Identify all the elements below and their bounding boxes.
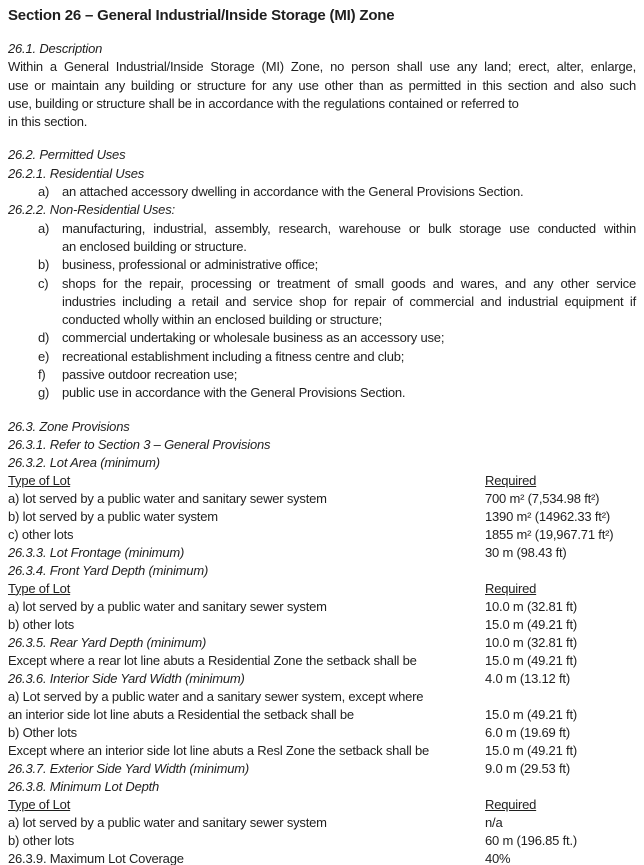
provision-value: 15.0 m (49.21 ft) <box>485 616 577 632</box>
list-item-line: recreational establishment including a fitness centre and club; <box>62 348 405 364</box>
provision-row <box>8 580 636 598</box>
provision-label: Except where a rear lot line abuts a Residential Zone the setback shall be <box>8 652 417 668</box>
provision-row <box>8 814 636 832</box>
provision-row <box>8 418 636 436</box>
provision-label: 26.3.3. Lot Frontage (minimum) <box>8 544 185 560</box>
list-item-label: a) <box>38 220 50 236</box>
list-item-body <box>62 183 636 201</box>
provision-row <box>8 796 636 814</box>
provision-label: 26.3.8. Minimum Lot Depth <box>8 778 160 794</box>
subsection-heading: 26.2.2. Non-Residential Uses: <box>8 202 175 218</box>
provision-value: 15.0 m (49.21 ft) <box>485 742 577 758</box>
provision-label: 26.3.2. Lot Area (minimum) <box>8 454 160 470</box>
provision-label: b) Other lots <box>8 724 77 740</box>
provision-value: 6.0 m (19.69 ft) <box>485 724 570 740</box>
list-item-line: manufacturing, industrial, assembly, research, warehouse or bulk storage use conducted within <box>62 220 636 236</box>
provision-value: 10.0 m (32.81 ft) <box>485 598 577 614</box>
paragraph-line: in this section. <box>8 114 88 130</box>
list-item <box>8 275 636 330</box>
provision-label: c) other lots <box>8 526 74 542</box>
provision-label: 26.3. Zone Provisions <box>8 418 130 434</box>
provision-value: 15.0 m (49.21 ft) <box>485 652 577 668</box>
provision-row <box>8 472 636 490</box>
list-item <box>8 348 636 366</box>
list-item-body <box>62 329 636 347</box>
section-title: Section 26 – General Industrial/Inside Storage (MI) Zone <box>8 7 395 24</box>
provision-row <box>8 490 636 508</box>
list-item-label: b) <box>38 257 50 273</box>
column-header-required: Required <box>485 796 537 812</box>
provision-row <box>8 562 636 580</box>
provision-row <box>8 688 636 706</box>
provision-label: 26.3.5. Rear Yard Depth (minimum) <box>8 634 207 650</box>
provision-row <box>8 598 636 616</box>
provision-label: a) lot served by a public water and sanitary sewer system <box>8 490 327 506</box>
provision-value: 9.0 m (29.53 ft) <box>485 760 570 776</box>
provision-label: 26.3.7. Exterior Side Yard Width (minimum) <box>8 760 249 776</box>
column-header-type-of-lot: Type of Lot <box>8 580 71 596</box>
document-content <box>8 6 636 865</box>
provision-row <box>8 832 636 850</box>
paragraph-line: Within a General Industrial/Inside Storage (MI) Zone, no person shall use any land; erect, alter, enlarge, <box>8 59 636 75</box>
provision-value: 700 m² (7,534.98 ft²) <box>485 490 600 506</box>
provision-row <box>8 850 636 865</box>
list-item-label: d) <box>38 330 50 346</box>
provision-row <box>8 634 636 652</box>
column-header-required: Required <box>485 580 537 596</box>
column-header-type-of-lot: Type of Lot <box>8 796 71 812</box>
provision-value: 4.0 m (13.12 ft) <box>485 670 570 686</box>
provision-row <box>8 724 636 742</box>
list-item-line: public use in accordance with the General Provisions Section. <box>62 385 406 401</box>
list-item-body <box>62 384 636 402</box>
provision-row <box>8 454 636 472</box>
subsection-heading: 26.2.1. Residential Uses <box>8 165 145 181</box>
provision-value: 15.0 m (49.21 ft) <box>485 706 577 722</box>
list-item-body <box>62 275 636 330</box>
list-item-line: shops for the repair, processing or treatment of small goods and wares, and any other service <box>62 275 636 291</box>
list-item-label: g) <box>38 385 50 401</box>
list-item-line: commercial undertaking or wholesale business as an accessory use; <box>62 330 445 346</box>
list-item-label: f) <box>38 367 46 383</box>
provision-row <box>8 742 636 760</box>
list-item <box>8 256 636 274</box>
list-item <box>8 183 636 201</box>
provision-label: an interior side lot line abuts a Residential the setback shall be <box>8 706 354 722</box>
provision-row <box>8 670 636 688</box>
list-item-line: industries including a retail and service shop for repair of commercial and industrial equipment if <box>62 293 636 309</box>
provision-value <box>485 562 636 580</box>
column-header-type-of-lot: Type of Lot <box>8 472 71 488</box>
list-item-line: an attached accessory dwelling in accordance with the General Provisions Section. <box>62 184 524 200</box>
provision-row <box>8 652 636 670</box>
provision-value: 1855 m² (19,967.71 ft²) <box>485 526 614 542</box>
provision-value <box>485 688 636 706</box>
list-item-label: a) <box>38 184 50 200</box>
provision-row <box>8 526 636 544</box>
provision-label: a) lot served by a public water and sanitary sewer system <box>8 814 327 830</box>
provision-value: 60 m (196.85 ft.) <box>485 832 577 848</box>
paragraph-line: use, building or structure shall be in accordance with the regulations contained or referred to <box>8 95 519 111</box>
provision-row <box>8 436 636 454</box>
subsection-heading: 26.1. Description <box>8 41 103 56</box>
provision-value: 40% <box>485 850 511 865</box>
paragraph-line: use or maintain any building or structure for any use other than as permitted in this section and also such <box>8 77 636 93</box>
provision-row <box>8 706 636 724</box>
list-item-label: c) <box>38 275 49 291</box>
block-gap <box>8 131 636 146</box>
provision-row <box>8 508 636 526</box>
provision-label: 26.3.6. Interior Side Yard Width (minimum) <box>8 670 245 686</box>
list-item-body <box>62 348 636 366</box>
provision-row <box>8 544 636 562</box>
provision-value <box>485 778 636 796</box>
column-header-required: Required <box>485 472 537 488</box>
list-item-body <box>62 256 636 274</box>
provision-value: n/a <box>485 814 503 830</box>
provision-value: 10.0 m (32.81 ft) <box>485 634 577 650</box>
list-item-body <box>62 366 636 384</box>
provision-row <box>8 760 636 778</box>
list-item-line: passive outdoor recreation use; <box>62 367 238 383</box>
subsection-heading: 26.2. Permitted Uses <box>8 147 126 163</box>
provision-value: 30 m (98.43 ft) <box>485 544 567 560</box>
provision-value <box>485 454 636 472</box>
list-item <box>8 384 636 402</box>
list-item-line: an enclosed building or structure. <box>62 238 247 254</box>
provision-label: b) other lots <box>8 832 75 848</box>
provision-label: 26.3.1. Refer to Section 3 – General Provisions <box>8 436 271 452</box>
paragraph <box>8 58 636 131</box>
provision-label: 26.3.4. Front Yard Depth (minimum) <box>8 562 209 578</box>
block-gap <box>8 25 636 40</box>
list-item <box>8 366 636 384</box>
provision-value: 1390 m² (14962.33 ft²) <box>485 508 610 524</box>
provision-value <box>485 436 636 454</box>
block-gap <box>8 403 636 418</box>
provision-label: 26.3.9. Maximum Lot Coverage <box>8 850 184 865</box>
list-item-body <box>62 220 636 257</box>
provision-label: Except where an interior side lot line abuts a Resl Zone the setback shall be <box>8 742 430 758</box>
provision-row <box>8 616 636 634</box>
provision-value <box>485 418 636 436</box>
list-item <box>8 329 636 347</box>
list-item-line: business, professional or administrative office; <box>62 257 319 273</box>
provision-label: b) lot served by a public water system <box>8 508 218 524</box>
provision-row <box>8 778 636 796</box>
list-item-label: e) <box>38 348 50 364</box>
list-item-line: conducted wholly within an enclosed building or structure; <box>62 312 383 328</box>
provision-label: a) lot served by a public water and sanitary sewer system <box>8 598 327 614</box>
list-item <box>8 220 636 257</box>
provision-label: b) other lots <box>8 616 75 632</box>
provision-label: a) Lot served by a public water and a sanitary sewer system, except where <box>8 688 424 704</box>
